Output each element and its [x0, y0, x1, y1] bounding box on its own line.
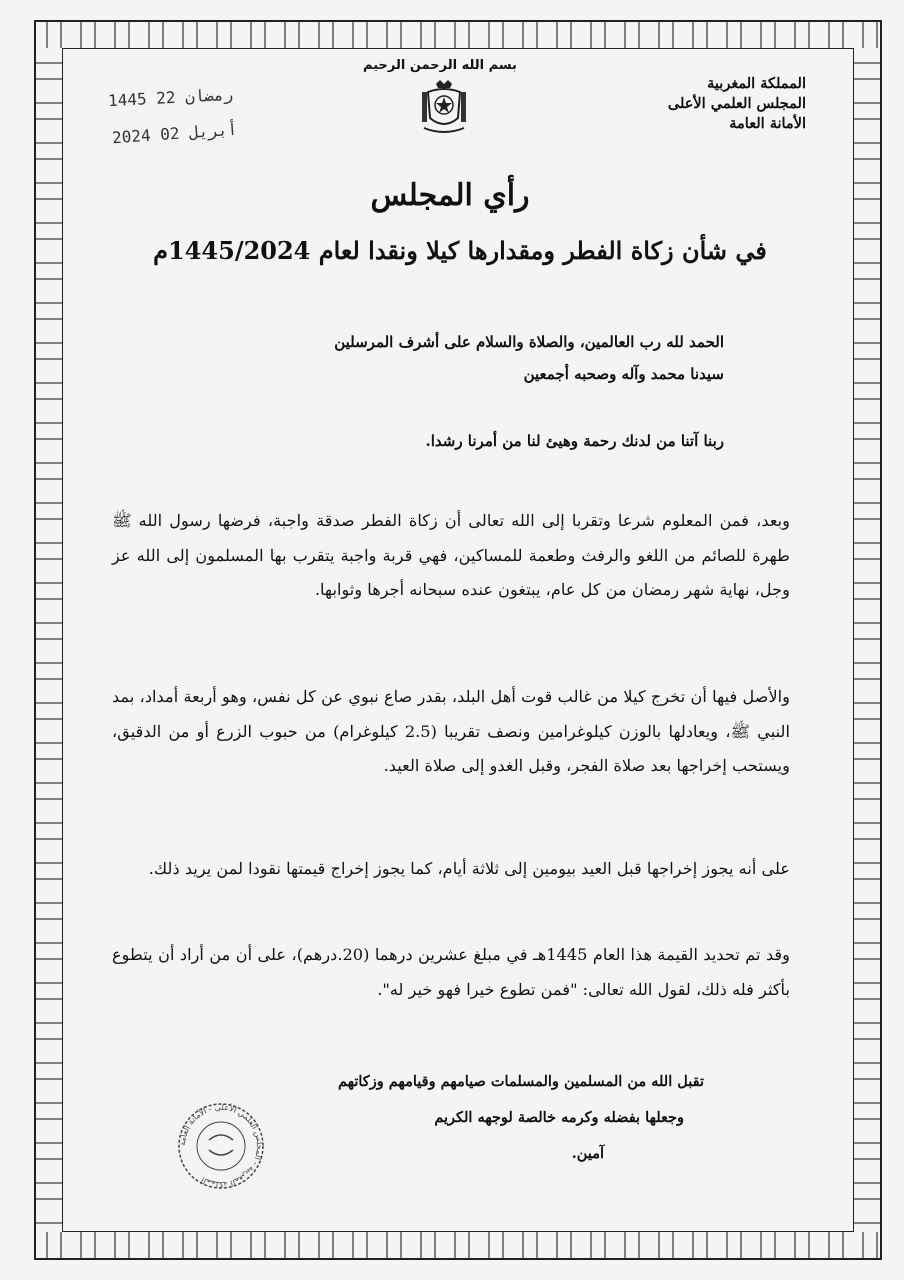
paragraph-value: وقد تم تحديد القيمة هذا العام 1445هـ في مبلغ عشرين درهما (20.درهم)، على أن من أراد أن يتطوع بأكثر فله ذلك، لقول الله تعالى: "فمن تطوع خيرا فهو خير له".	[112, 945, 790, 999]
org-line-kingdom: المملكة المغربية	[707, 75, 806, 92]
left-ornament-band	[36, 48, 62, 1232]
handwritten-hijri-date: 1445 رمضان 22	[107, 84, 234, 111]
document-title: رأي المجلس	[370, 178, 530, 213]
paragraph-intro: وبعد، فمن المعلوم شرعا وتقربا إلى الله تعالى أن زكاة الفطر صدقة واجبة، فرضها رسول الله ﷺ طهرة للصائم من اللغو والرفث وطعمة للمساكين، فهي قربة واجبة يتقرب بها المسلمون إلى الله عز وجل، نهاية شهر رمضان من كل عام، يبتغون عنده سبحانه أجرها وثوابها.	[112, 511, 790, 600]
opening-line-2: سيدنا محمد وآله وصحبه أجمعين	[523, 365, 724, 383]
inner-border	[62, 48, 854, 1232]
paragraph-timing: على أنه يجوز إخراجها قبل العيد بيومين إلى ثلاثة أيام، كما يجوز إخراج قيمتها نقودا لمن يريد ذلك.	[148, 859, 790, 878]
org-line-council: المجلس العلمي الأعلى	[667, 95, 806, 112]
bottom-ornament-band	[36, 1232, 880, 1258]
royal-emblem-icon	[418, 78, 470, 136]
official-stamp-icon	[175, 1100, 267, 1192]
closing-supplication	[338, 1064, 704, 1172]
paragraph-measure: والأصل فيها أن تخرج كيلا من غالب قوت أهل البلد، بقدر صاع نبوي عن كل نفس، وهو أربعة أمداد، بمد النبي ﷺ، ويعادلها بالوزن كيلوغرامين ونصف تقريبا (2.5 كيلوغرام) من حبوب الزرع أو من الدقيق، ويستحب إخراجها بعد صلاة الفجر، وقبل الغدو إلى صلاة العيد.	[112, 687, 790, 776]
basmala: بسم الله الرحمن الرحيم	[363, 58, 517, 73]
org-line-secretariat: الأمانة العامة	[729, 115, 806, 132]
handwritten-gregorian-date: 2024 أبريل 02	[111, 119, 238, 148]
stamp-text: المملكة المغربية - المجلس العلمي الأعلى - الأمانة العامة	[177, 1102, 265, 1190]
opening-prayer: ربنا آتنا من لدنك رحمة وهيئ لنا من أمرنا رشدا.	[425, 432, 724, 450]
right-ornament-band	[854, 48, 880, 1232]
closing-line-3: آمين.	[571, 1145, 604, 1162]
opening-line-1: الحمد لله رب العالمين، والصلاة والسلام على أشرف المرسلين	[334, 333, 724, 351]
closing-line-1: تقبل الله من المسلمين والمسلمات صيامهم وقيامهم وزكاتهم	[338, 1073, 704, 1090]
closing-line-2: وجعلها بفضله وكرمه خالصة لوجهه الكريم	[434, 1109, 684, 1126]
opening-praise	[334, 326, 724, 390]
organization-header	[668, 74, 806, 134]
top-ornament-band	[36, 22, 880, 48]
document-subtitle: في شأن زكاة الفطر ومقدارها كيلا ونقدا لعام 1445/2024م	[153, 236, 767, 265]
